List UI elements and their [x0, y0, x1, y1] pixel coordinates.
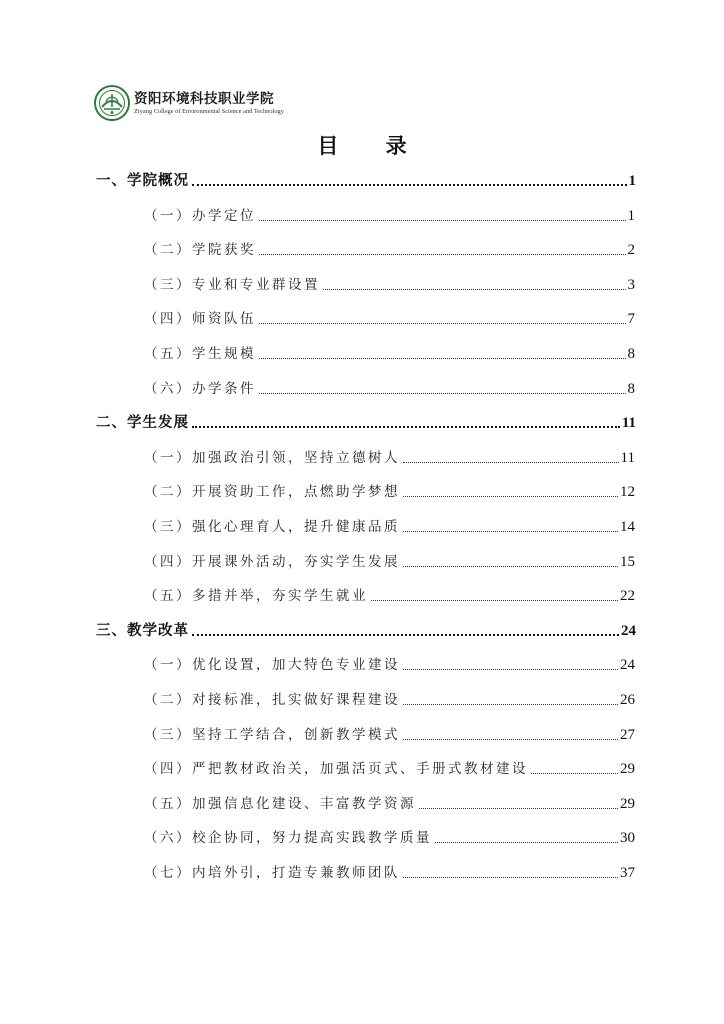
toc-page-number: 24	[621, 622, 636, 639]
toc-section-entry[interactable]	[144, 480, 635, 502]
toc-dot-leader	[259, 253, 626, 255]
toc-section-entry[interactable]	[144, 515, 635, 537]
toc-section-entry[interactable]	[144, 377, 635, 399]
toc-dot-leader	[403, 876, 618, 878]
toc-section-entry[interactable]	[144, 792, 635, 814]
toc-entry-label: 二、学生发展	[96, 415, 189, 432]
toc-page-number: 26	[620, 692, 635, 708]
toc-dot-leader	[323, 288, 626, 290]
toc-dot-leader	[403, 703, 618, 705]
toc-page-number: 24	[620, 657, 635, 674]
header-logo	[94, 84, 284, 122]
toc-dot-leader	[192, 633, 619, 636]
toc-entry-label: （五）加强信息化建设、丰富教学资源	[144, 795, 416, 812]
toc-chapter-entry[interactable]	[96, 619, 636, 641]
toc-section-entry[interactable]	[144, 446, 635, 468]
toc-dot-leader	[435, 841, 618, 843]
toc-entry-label: （五）学生规模	[144, 346, 256, 362]
toc-entry-label: （一）优化设置，加大特色专业建设	[144, 657, 400, 674]
toc-entry-label: 一、学院概况	[96, 173, 189, 189]
toc-page-number: 7	[627, 311, 635, 328]
toc-entry-label: 三、教学改革	[96, 622, 189, 639]
toc-page-number: 1	[627, 207, 635, 224]
toc-section-entry[interactable]	[144, 688, 635, 710]
school-name-cn: 资阳环境科技职业学院	[134, 90, 274, 107]
toc-dot-leader	[403, 565, 618, 567]
toc-dot-leader	[192, 183, 627, 186]
toc-page-number: 22	[620, 588, 635, 605]
toc-section-entry[interactable]	[144, 584, 635, 606]
toc-section-entry[interactable]	[144, 273, 635, 295]
toc-section-entry[interactable]	[144, 550, 635, 572]
toc-entry-label: （一）办学定位	[144, 207, 256, 224]
toc-section-entry[interactable]	[144, 757, 635, 779]
toc-page-number: 29	[620, 761, 635, 778]
toc-dot-leader	[403, 530, 618, 532]
toc-dot-leader	[403, 738, 618, 740]
toc-page-number: 27	[620, 726, 635, 743]
toc-section-entry[interactable]	[144, 826, 635, 848]
toc-page-number: 8	[627, 380, 635, 397]
toc-dot-leader	[259, 322, 626, 324]
toc-page-number: 15	[620, 553, 635, 570]
toc-dot-leader	[371, 599, 618, 601]
toc-dot-leader	[259, 219, 626, 221]
toc-page-number: 3	[627, 276, 635, 293]
toc-chapter-entry[interactable]	[96, 411, 636, 433]
toc-entry-label: （三）强化心理育人，提升健康品质	[144, 519, 400, 535]
toc-page-number: 8	[627, 346, 635, 362]
toc-page-number: 11	[620, 449, 635, 466]
toc-section-entry[interactable]	[144, 342, 635, 364]
toc-section-entry[interactable]	[144, 653, 635, 675]
toc-entry-label: （四）师资队伍	[144, 311, 256, 328]
toc-chapter-entry[interactable]	[96, 169, 636, 191]
toc-dot-leader	[403, 495, 618, 497]
toc-dot-leader	[531, 772, 618, 774]
page-title: 目 录	[317, 134, 427, 158]
toc-entry-label: （三）专业和专业群设置	[144, 276, 320, 293]
toc-dot-leader	[419, 807, 618, 809]
toc-entry-label: （四）开展课外活动，夯实学生发展	[144, 553, 400, 570]
toc-section-entry[interactable]	[144, 723, 635, 745]
toc-entry-label: （二）学院获奖	[144, 242, 256, 259]
toc-page-number: 14	[620, 519, 635, 535]
toc-entry-label: （三）坚持工学结合，创新教学模式	[144, 726, 400, 743]
toc-page-number: 37	[620, 865, 635, 881]
toc-page-number: 30	[620, 830, 635, 847]
toc-dot-leader	[259, 357, 626, 359]
toc-section-entry[interactable]	[144, 307, 635, 329]
toc-section-entry[interactable]	[144, 861, 635, 883]
toc-entry-label: （一）加强政治引领，坚持立德树人	[144, 449, 400, 466]
toc-entry-label: （二）开展资助工作，点燃助学梦想	[144, 484, 400, 501]
toc-page-number: 11	[621, 415, 636, 432]
school-name-en: Ziyang College of Environmental Science and Technology	[134, 107, 284, 115]
toc-section-entry[interactable]	[144, 204, 635, 226]
toc-entry-label: （六）办学条件	[144, 380, 256, 397]
toc-page-number: 1	[628, 173, 636, 189]
toc-dot-leader	[403, 461, 619, 463]
toc-dot-leader	[403, 668, 618, 670]
toc-page-number: 29	[620, 795, 635, 812]
toc-entry-label: （二）对接标准，扎实做好课程建设	[144, 692, 400, 708]
toc-entry-label: （七）内培外引，打造专兼教师团队	[144, 865, 400, 881]
toc-page-number: 12	[620, 484, 635, 501]
toc-entry-label: （六）校企协同，努力提高实践教学质量	[144, 830, 432, 847]
toc-page-number: 2	[627, 242, 635, 259]
toc-entry-label: （五）多措并举，夯实学生就业	[144, 588, 368, 605]
toc-entry-label: （四）严把教材政治关，加强活页式、手册式教材建设	[144, 761, 528, 778]
school-emblem-icon	[94, 85, 130, 121]
toc-section-entry[interactable]	[144, 238, 635, 260]
toc-dot-leader	[192, 425, 620, 428]
toc-dot-leader	[259, 392, 626, 394]
